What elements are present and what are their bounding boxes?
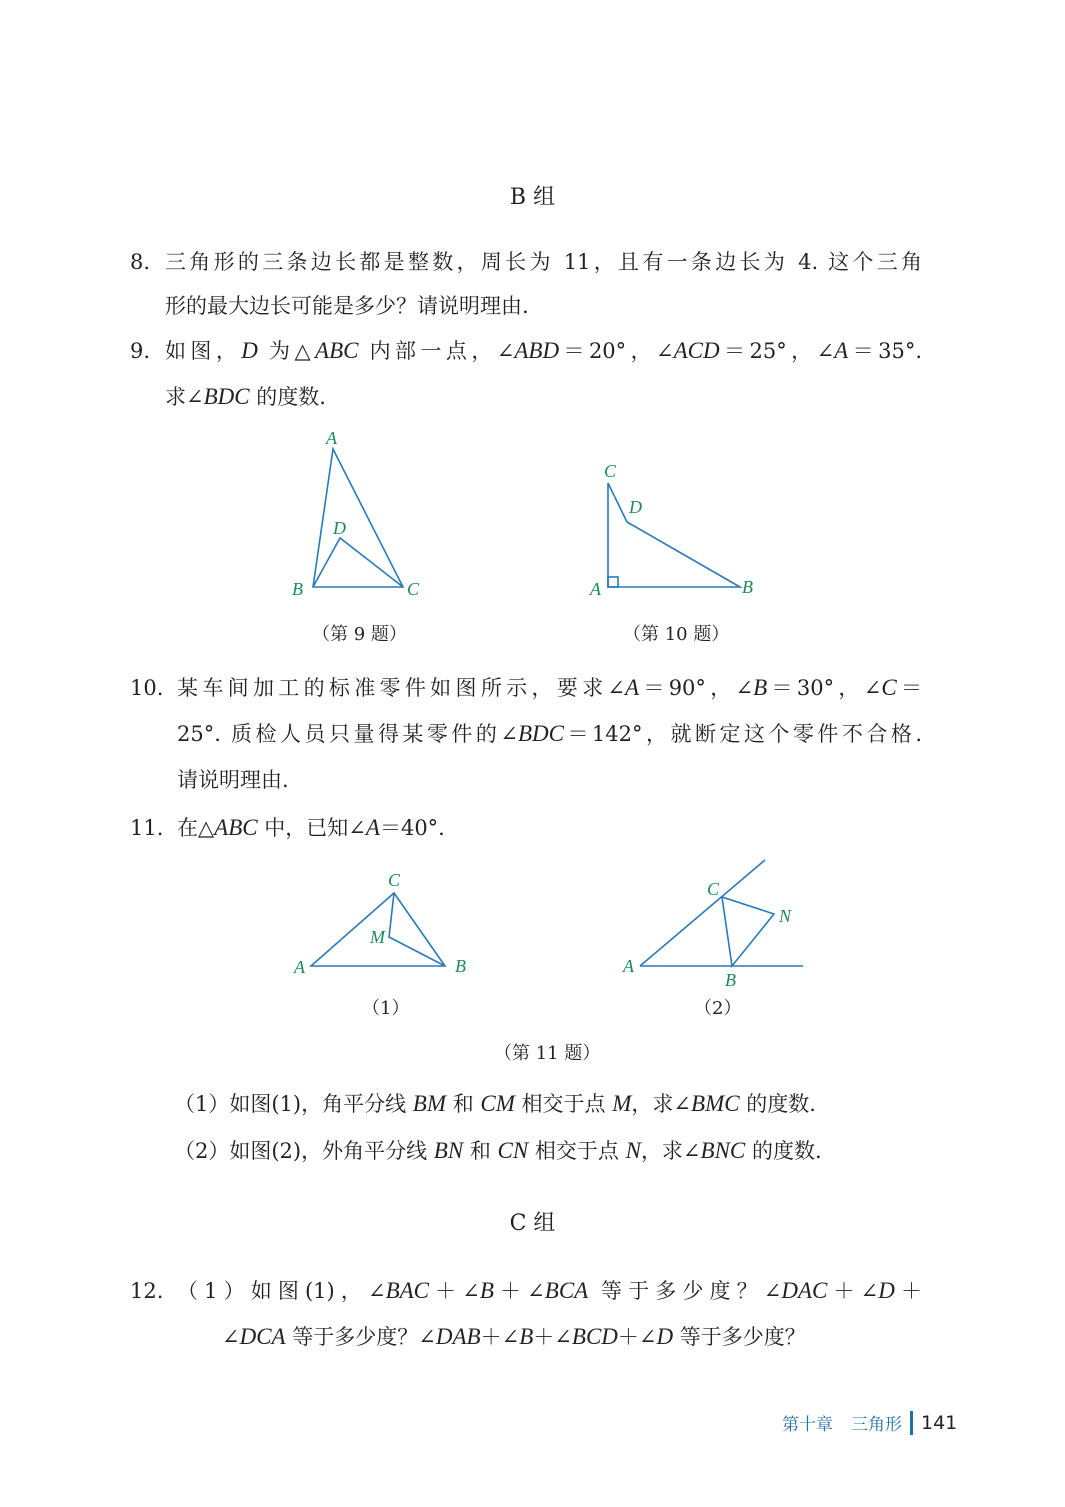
text-segment: 等于多少度？ <box>673 1325 806 1349</box>
footer-title: 三角形 <box>851 1415 902 1435</box>
footer-divider <box>910 1411 913 1435</box>
fig11-2-label-a: A <box>623 956 634 976</box>
math-variable: ACD <box>673 338 720 363</box>
text-segment: 相交于点 <box>528 1139 626 1163</box>
text-segment: ∠ <box>222 1325 240 1349</box>
text-segment: 和 <box>446 1092 481 1116</box>
math-variable: B <box>479 1278 494 1303</box>
text-segment: 相交于点 <box>514 1092 613 1116</box>
text-segment: 等于多少度？∠ <box>285 1325 436 1349</box>
fig10-label-c: C <box>604 461 617 481</box>
text-segment: 和 <box>463 1139 498 1163</box>
fig11-1-label-c: C <box>388 870 401 890</box>
text-segment: ＝142°，就断定这个零件不合格. <box>563 722 922 746</box>
text-segment: ＋∠ <box>429 1279 480 1303</box>
text-segment: 在△ <box>177 816 215 840</box>
section-heading-b: B 组 <box>509 185 556 210</box>
page-footer <box>782 1410 957 1435</box>
text-segment: ＋∠ <box>617 1325 657 1349</box>
fig11-sub2-caption: （2） <box>694 998 742 1019</box>
math-variable: A <box>625 675 640 700</box>
text-segment: ＋∠ <box>533 1325 572 1349</box>
fig9-triangle-abc <box>313 449 403 587</box>
fig9-label-b: B <box>292 579 303 599</box>
text-segment: ＝25°，∠ <box>719 339 835 363</box>
text-segment: ＋ <box>894 1279 922 1303</box>
math-variable: ABC <box>315 338 359 363</box>
fig9-label-a: A <box>326 428 337 448</box>
math-variable: BDC <box>517 721 564 746</box>
math-variable: A <box>834 338 849 363</box>
fig11-caption: （第 11 题） <box>494 1043 601 1064</box>
fig10-caption: （第 10 题） <box>623 624 730 645</box>
math-variable: BMC <box>691 1091 740 1116</box>
text-segment: ＋∠ <box>493 1279 545 1303</box>
text-segment: 请说明理由. <box>177 768 289 792</box>
text-segment: 中，已知∠ <box>257 816 366 840</box>
fig10-label-a: A <box>590 579 601 599</box>
math-variable: BNC <box>700 1138 746 1163</box>
text-segment: 形的最大边长可能是多少？请说明理由. <box>165 294 529 318</box>
fig10-label-b: B <box>742 577 753 597</box>
text-segment: ＝ <box>896 676 922 700</box>
text-segment: 25°. 质检人员只量得某零件的∠ <box>177 722 518 746</box>
math-variable: B <box>519 1324 534 1349</box>
text-segment: ＋∠ <box>827 1279 879 1303</box>
text-segment: ＝90°，∠ <box>639 676 754 700</box>
math-variable: CN <box>497 1138 529 1163</box>
text-segment: 内部一点，∠ <box>358 339 515 363</box>
text-segment: （2）如图(2)，外角平分线 <box>174 1139 434 1163</box>
math-variable: D <box>241 338 258 363</box>
text-segment: 为△ <box>257 339 316 363</box>
fig9-segments-bdc <box>313 538 403 587</box>
text-segment: 等于多少度？∠ <box>588 1279 782 1303</box>
text-segment: （1）如图(1)，角平分线 <box>174 1092 413 1116</box>
math-variable: D <box>878 1278 895 1303</box>
fig10-label-d: D <box>629 497 642 517</box>
text-segment: 三角形的三条边长都是整数，周长为 11，且有一条边长为 4. 这个三角 <box>165 250 922 274</box>
text-segment: ，求∠ <box>640 1139 701 1163</box>
text-segment: 求∠ <box>165 385 204 409</box>
math-variable: BAC <box>385 1278 430 1303</box>
text-segment: （1）如图(1)，∠ <box>177 1279 386 1303</box>
problem-number: 12. <box>130 1279 164 1303</box>
text-segment: ＝40°. <box>379 816 445 840</box>
text-segment: 如图， <box>165 339 242 363</box>
section-heading-c: C 组 <box>509 1211 556 1236</box>
fig11-1-label-a: A <box>294 957 305 977</box>
page-number: 141 <box>921 1411 958 1434</box>
fig10-shape <box>608 483 740 587</box>
fig11-2-ray-ac <box>640 860 765 966</box>
text-segment: 的度数. <box>249 385 326 409</box>
math-variable: B <box>753 675 768 700</box>
text-segment: 的度数. <box>739 1092 816 1116</box>
math-variable: BCA <box>544 1278 589 1303</box>
math-variable: BCD <box>571 1324 618 1349</box>
text-segment: ＝30°，∠ <box>767 676 882 700</box>
math-variable: CM <box>480 1091 515 1116</box>
fig11-1-label-b: B <box>455 956 466 976</box>
problem-number: 8. <box>130 250 151 274</box>
math-variable: DAC <box>781 1278 828 1303</box>
text-segment: ＋∠ <box>480 1325 520 1349</box>
math-variable: BN <box>433 1138 464 1163</box>
math-variable: BM <box>412 1091 447 1116</box>
math-variable: M <box>612 1091 632 1116</box>
math-variable: N <box>625 1138 641 1163</box>
text-segment: 的度数. <box>745 1139 822 1163</box>
text-segment: ，求∠ <box>631 1092 692 1116</box>
fig11-2-label-n: N <box>779 906 792 926</box>
problem-number: 9. <box>130 339 151 363</box>
fig11-2-label-c: C <box>707 879 720 899</box>
fig9-label-d: D <box>333 518 346 538</box>
math-variable: ABD <box>514 338 560 363</box>
text-segment: 某车间加工的标准零件如图所示，要求∠ <box>177 676 625 700</box>
math-variable: C <box>881 675 897 700</box>
fig11-2-segments <box>722 897 774 966</box>
math-variable: BDC <box>203 384 250 409</box>
math-variable: DCA <box>239 1324 286 1349</box>
fig10-right-angle-mark <box>608 577 618 587</box>
fig11-1-label-m: M <box>370 927 385 947</box>
math-variable: A <box>365 815 380 840</box>
fig9-caption: （第 9 题） <box>312 624 407 645</box>
math-variable: ABC <box>214 815 258 840</box>
math-variable: DAB <box>435 1324 481 1349</box>
fig11-2-label-b: B <box>725 970 736 990</box>
fig11-sub1-caption: （1） <box>362 998 410 1019</box>
text-segment: ＝20°，∠ <box>559 339 674 363</box>
math-variable: D <box>656 1324 674 1349</box>
text-segment: ＝35°. <box>848 339 922 363</box>
problem-number: 10. <box>130 676 164 700</box>
fig9-label-c: C <box>407 579 420 599</box>
footer-chapter: 第十章 <box>782 1415 833 1435</box>
problem-number: 11. <box>130 816 164 840</box>
